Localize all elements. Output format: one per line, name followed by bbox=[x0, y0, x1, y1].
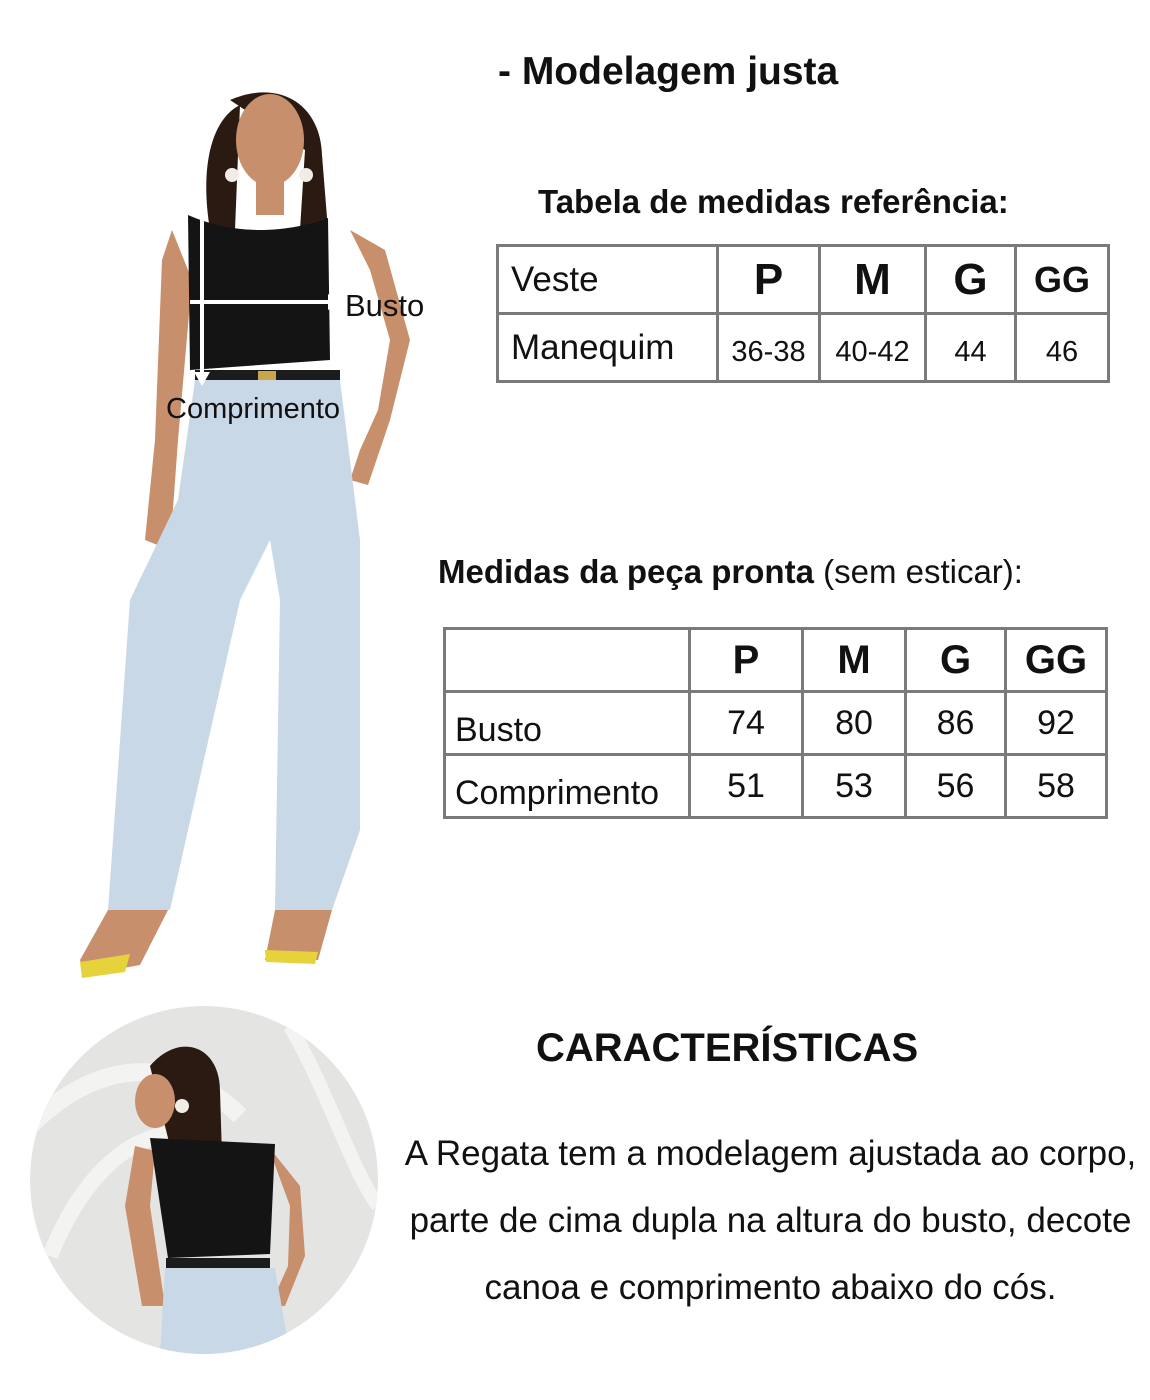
table-cell: 36-38 bbox=[718, 314, 820, 382]
reference-size-table bbox=[496, 244, 1110, 383]
table-row bbox=[498, 314, 1109, 382]
size-header-p: P bbox=[718, 246, 820, 314]
table-cell: 40-42 bbox=[820, 314, 926, 382]
piece-title-regular: (sem esticar): bbox=[813, 553, 1023, 590]
table-row bbox=[445, 692, 1107, 755]
table-cell: 92 bbox=[1006, 692, 1107, 755]
table-header-row bbox=[445, 629, 1107, 692]
size-header-gg: GG bbox=[1006, 629, 1107, 692]
size-header-m: M bbox=[803, 629, 906, 692]
table-cell: 53 bbox=[803, 755, 906, 818]
bust-label: Busto bbox=[345, 288, 425, 323]
model-back-photo bbox=[30, 1006, 378, 1354]
size-header-p: P bbox=[690, 629, 803, 692]
fit-title: - Modelagem justa bbox=[498, 50, 839, 93]
table-cell: 56 bbox=[906, 755, 1006, 818]
table-cell: 58 bbox=[1006, 755, 1107, 818]
piece-measurements-table bbox=[443, 627, 1108, 819]
header-cell bbox=[445, 629, 690, 692]
characteristics-title: CARACTERÍSTICAS bbox=[536, 1026, 919, 1070]
table-cell: 80 bbox=[803, 692, 906, 755]
size-header-g: G bbox=[906, 629, 1006, 692]
row-label: Comprimento bbox=[445, 755, 690, 818]
table-row bbox=[445, 755, 1107, 818]
row-label: Manequim bbox=[498, 314, 718, 382]
table-cell: 46 bbox=[1016, 314, 1109, 382]
size-header-m: M bbox=[820, 246, 926, 314]
header-cell: Veste bbox=[498, 246, 718, 314]
reference-table-title: Tabela de medidas referência: bbox=[538, 183, 1009, 220]
piece-title-bold: Medidas da peça pronta bbox=[438, 553, 814, 590]
piece-table-title bbox=[438, 553, 1023, 591]
table-cell: 74 bbox=[690, 692, 803, 755]
row-label: Busto bbox=[445, 692, 690, 755]
table-cell: 86 bbox=[906, 692, 1006, 755]
characteristics-text: A Regata tem a modelagem ajustada ao corpo, parte de cima dupla na altura do busto, decote canoa e comprimento abaixo do cós. bbox=[404, 1134, 1137, 1307]
table-header-row bbox=[498, 246, 1109, 314]
size-header-gg: GG bbox=[1016, 246, 1109, 314]
length-label: Comprimento bbox=[166, 393, 341, 425]
table-cell: 44 bbox=[926, 314, 1016, 382]
model-front-photo bbox=[60, 80, 460, 1000]
table-cell: 51 bbox=[690, 755, 803, 818]
size-header-g: G bbox=[926, 246, 1016, 314]
